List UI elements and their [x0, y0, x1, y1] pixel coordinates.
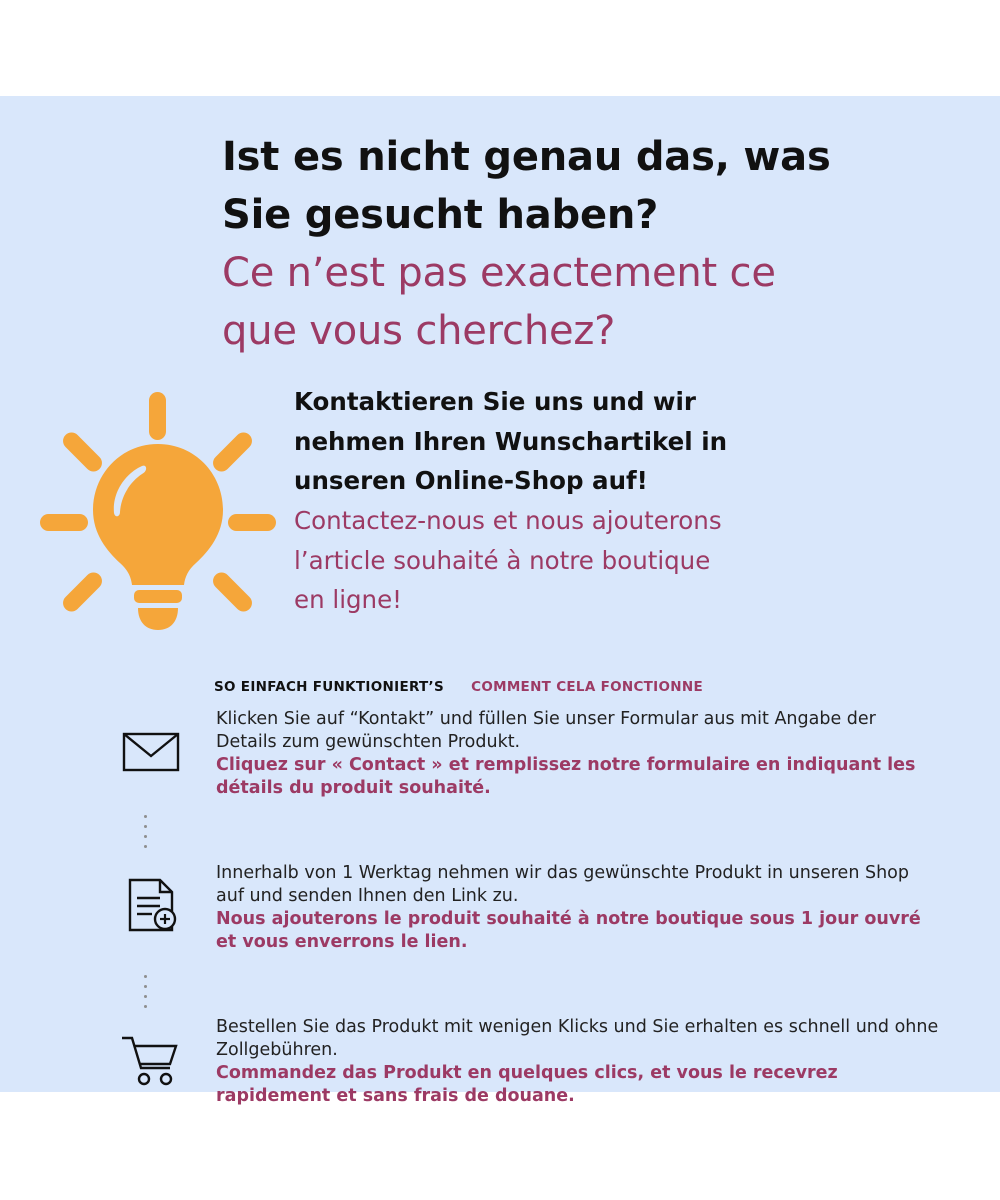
shopping-cart-icon: [120, 1030, 182, 1088]
lightbulb-illustration: [38, 386, 278, 636]
intro-de-line1: Kontaktieren Sie uns und wir: [294, 387, 697, 416]
intro-fr-line1: Contactez-nous et nous ajouterons: [294, 506, 722, 536]
step-connector-dots: [144, 968, 148, 1015]
envelope-icon: [120, 722, 182, 780]
step-text: [216, 1012, 940, 1108]
intro-de-line2: nehmen Ihren Wunschartikel in: [294, 426, 728, 456]
how-it-works-steps: [120, 704, 940, 1124]
headline-fr-line2: que vous cherchez?: [222, 308, 616, 354]
headline-de-line2: Sie gesucht haben?: [222, 192, 659, 238]
lightbulb-icon: [38, 386, 278, 636]
how-it-works-title-fr: COMMENT CELA FONCTIONNE: [471, 679, 704, 695]
step-text-fr: Nous ajouterons le produit souhaité à notre boutique sous 1 jour ouvré et vous enverrons le lien.: [216, 909, 921, 953]
step-text-de: Klicken Sie auf “Kontakt” und füllen Sie unser Formular aus mit Angabe der Details zum gewünschten Produkt.: [216, 709, 876, 753]
headline-de-line1: Ist es nicht genau das, was: [222, 134, 831, 180]
how-it-works-title-de: SO EINFACH FUNKTIONIERT’S: [214, 679, 445, 695]
headline-fr-line1: Ce n’est pas exactement ce: [222, 250, 776, 296]
step-text-fr: Cliquez sur « Contact » et remplissez notre formulaire en indiquant les détails du produit souhaité.: [216, 755, 916, 799]
step-connector-dots: [144, 808, 148, 855]
step-text-de: Innerhalb von 1 Werktag nehmen wir das gewünschte Produkt in unseren Shop auf und senden Ihnen den Link zu.: [216, 863, 909, 907]
promo-banner: [0, 96, 1000, 1107]
how-it-works-title: [214, 676, 703, 695]
step-text-fr: Commandez das Produkt en quelques clics, et vous le recevrez rapidement et sans frais de douane.: [216, 1063, 838, 1107]
intro-fr-line3: en ligne!: [294, 585, 402, 615]
intro-fr-line2: l’article souhaité à notre boutique: [294, 545, 711, 575]
step-text: [216, 858, 940, 954]
intro-block: [294, 382, 914, 620]
headline-block: [222, 128, 922, 360]
step-item: [120, 858, 940, 970]
step-item: [120, 1012, 940, 1124]
document-add-icon: [120, 876, 182, 934]
step-item: [120, 704, 940, 816]
step-text-de: Bestellen Sie das Produkt mit wenigen Klicks und Sie erhalten es schnell und ohne Zollgebühren.: [216, 1017, 939, 1061]
intro-de-line3: unseren Online-Shop auf!: [294, 466, 648, 496]
step-text: [216, 704, 940, 800]
